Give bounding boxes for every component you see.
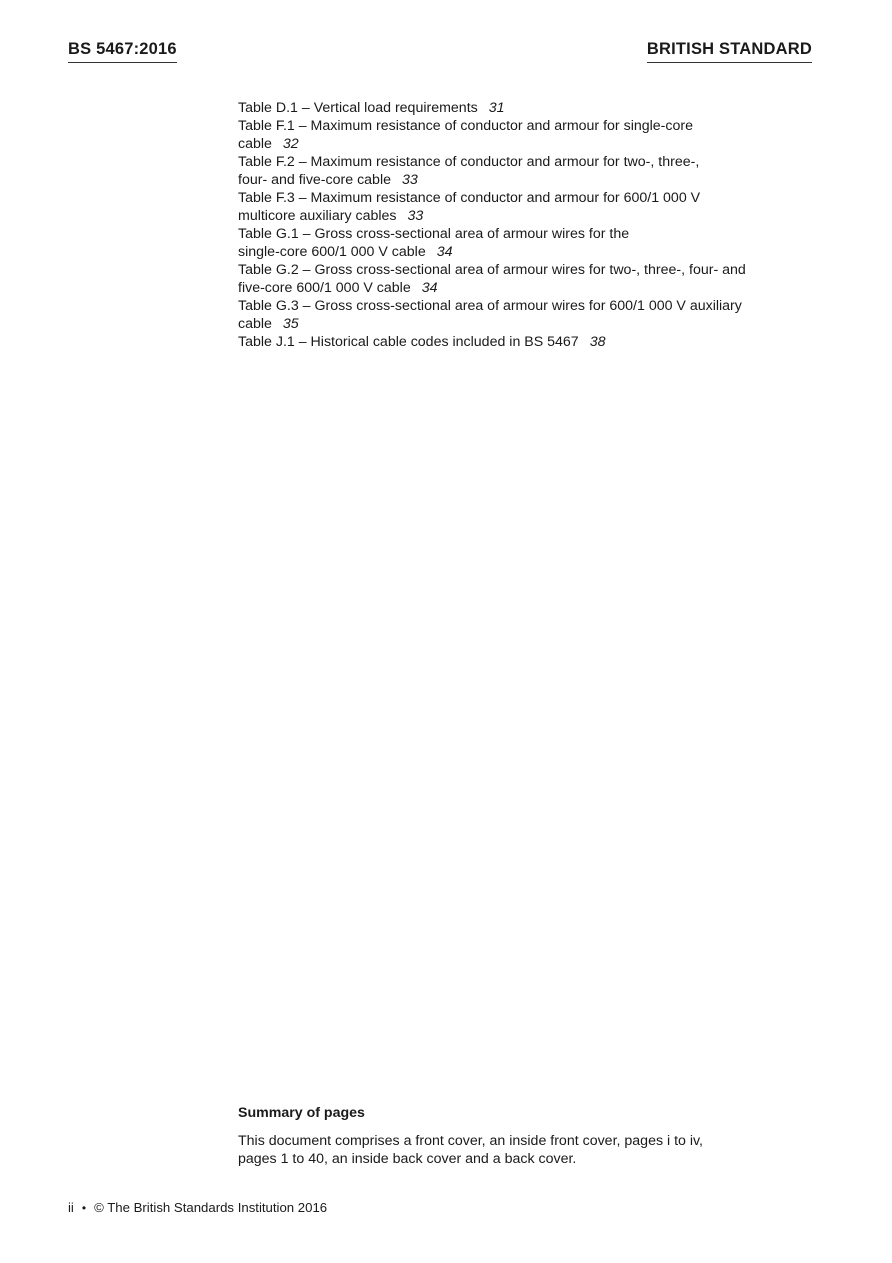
toc-entry[interactable] [238, 333, 818, 351]
toc-entry-title-continued: cable [238, 136, 272, 152]
toc-entry-title: Table J.1 – Historical cable codes included in BS 5467 [238, 334, 579, 350]
toc-entry-title: Table G.1 – Gross cross-sectional area of armour wires for the [238, 226, 630, 242]
summary-line: This document comprises a front cover, an inside front cover, pages i to iv, [238, 1133, 703, 1149]
toc-page-number: 34 [421, 280, 438, 296]
toc-entry[interactable] [238, 117, 818, 153]
toc-entry-title-continued: five-core 600/1 000 V cable [238, 280, 411, 296]
toc-entry-title-continued: single-core 600/1 000 V cable [238, 244, 426, 260]
bullet-separator: • [81, 1201, 87, 1215]
toc-page-number: 31 [488, 100, 505, 116]
toc-entry-title: Table F.1 – Maximum resistance of conductor and armour for single-core [238, 118, 693, 134]
toc-page-number: 35 [282, 316, 299, 332]
table-list [238, 99, 818, 351]
document-id: BS 5467:2016 [68, 40, 177, 63]
toc-entry[interactable] [238, 189, 818, 225]
page-number: ii [68, 1200, 74, 1215]
toc-entry-title: Table D.1 – Vertical load requirements [238, 100, 478, 116]
toc-entry[interactable] [238, 297, 818, 333]
toc-page-number: 34 [436, 244, 453, 260]
toc-entry[interactable] [238, 225, 818, 261]
toc-page-number: 38 [589, 334, 606, 350]
summary-text [238, 1132, 818, 1168]
toc-entry-title: Table F.2 – Maximum resistance of conductor and armour for two-, three-, [238, 154, 700, 170]
standard-label: BRITISH STANDARD [647, 40, 812, 63]
toc-entry[interactable] [238, 153, 818, 189]
toc-entry-title-continued: multicore auxiliary cables [238, 208, 397, 224]
summary-of-pages [238, 1104, 818, 1168]
toc-entry-title-continued: cable [238, 316, 272, 332]
toc-entry[interactable] [238, 261, 818, 297]
toc-entry-title: Table G.2 – Gross cross-sectional area of armour wires for two-, three-, four- and [238, 262, 746, 278]
toc-page-number: 33 [407, 208, 424, 224]
toc-page-number: 33 [402, 172, 418, 188]
toc-entry[interactable] [238, 99, 818, 117]
toc-entry-title: Table G.3 – Gross cross-sectional area of armour wires for 600/1 000 V auxiliary [238, 298, 742, 314]
summary-line: pages 1 to 40, an inside back cover and a back cover. [238, 1151, 577, 1167]
toc-entry-title-continued: four- and five-core cable [238, 172, 391, 188]
summary-title: Summary of pages [238, 1105, 365, 1121]
toc-page-number: 32 [282, 136, 299, 152]
page-footer [68, 1199, 327, 1217]
copyright-notice: © The British Standards Institution 2016 [94, 1200, 328, 1215]
toc-entry-title: Table F.3 – Maximum resistance of conductor and armour for 600/1 000 V [238, 190, 701, 206]
